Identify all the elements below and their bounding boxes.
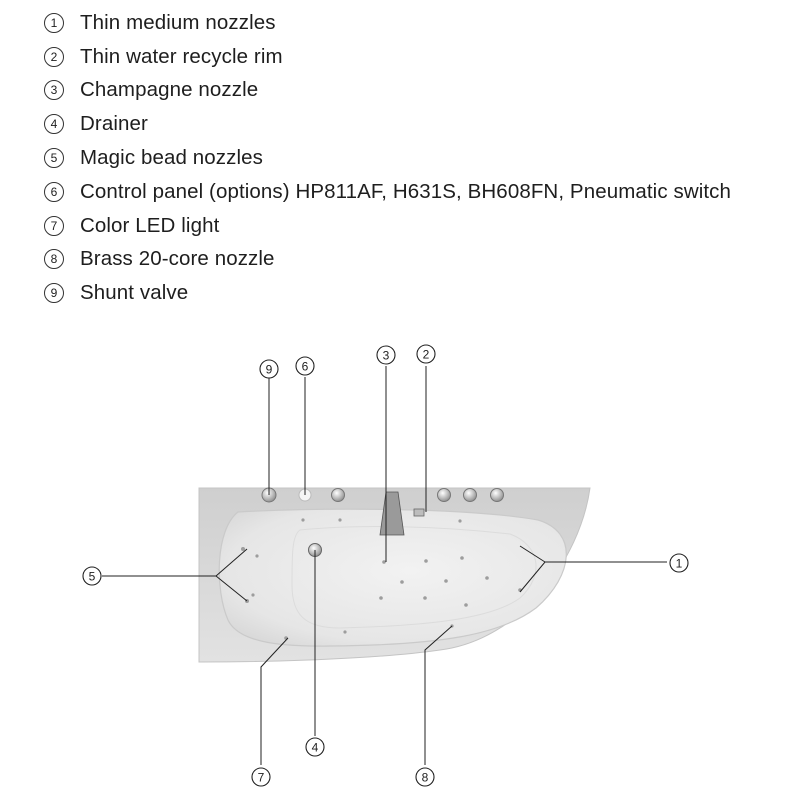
- svg-text:5: 5: [88, 569, 96, 584]
- jet-nozzle-icon: [379, 596, 383, 600]
- svg-text:7: 7: [257, 770, 265, 785]
- svg-text:6: 6: [301, 359, 309, 374]
- callout-6: [296, 357, 314, 375]
- deck-fitting-icon: [491, 489, 504, 502]
- jet-nozzle-icon: [241, 547, 245, 551]
- legend-number: 8: [44, 249, 64, 269]
- jet-nozzle-icon: [460, 556, 464, 560]
- legend-number: 5: [44, 148, 64, 168]
- callout-3: [377, 346, 395, 364]
- deck-fitting-icon: [332, 489, 345, 502]
- legend-text: Shunt valve: [80, 281, 189, 305]
- legend-number: 6: [44, 182, 64, 202]
- callout-2: [417, 345, 435, 363]
- deck-fitting-icon: [438, 489, 451, 502]
- deck-fitting-icon: [464, 489, 477, 502]
- jet-nozzle-icon: [458, 519, 461, 522]
- legend-text: Thin water recycle rim: [80, 44, 283, 68]
- jet-nozzle-icon: [485, 576, 489, 580]
- callout-4: [306, 738, 324, 756]
- legend-text: Color LED light: [80, 213, 220, 237]
- jet-nozzle-icon: [251, 593, 254, 596]
- legend-number: 4: [44, 114, 64, 134]
- callout-9: [260, 360, 278, 378]
- jet-nozzle-icon: [343, 630, 346, 633]
- svg-text:9: 9: [265, 362, 273, 377]
- svg-text:3: 3: [382, 348, 390, 363]
- legend-text: Thin medium nozzles: [80, 10, 276, 34]
- callout-7: [252, 768, 270, 786]
- svg-text:8: 8: [421, 770, 429, 785]
- legend-text: Control panel (options) HP811AF, H631S, BH608FN, Pneumatic switch: [80, 179, 732, 203]
- jet-nozzle-icon: [301, 518, 304, 521]
- legend-text: Drainer: [80, 112, 148, 136]
- rim-fitting-icon: [414, 509, 424, 516]
- jet-nozzle-icon: [423, 596, 427, 600]
- jet-nozzle-icon: [400, 580, 404, 584]
- jet-nozzle-icon: [444, 579, 448, 583]
- legend-number: 9: [44, 283, 64, 303]
- callout-5: [83, 567, 101, 585]
- legend-number: 1: [44, 13, 64, 33]
- callout-8: [416, 768, 434, 786]
- legend-number: 3: [44, 80, 64, 100]
- jet-nozzle-icon: [424, 559, 428, 563]
- legend-number: 2: [44, 47, 64, 67]
- jet-nozzle-icon: [255, 554, 258, 557]
- jet-nozzle-icon: [382, 560, 386, 564]
- jet-nozzle-icon: [338, 518, 341, 521]
- legend-number: 7: [44, 216, 64, 236]
- callout-1: [670, 554, 688, 572]
- jet-nozzle-icon: [464, 603, 468, 607]
- legend-text: Brass 20-core nozzle: [80, 247, 275, 271]
- svg-text:1: 1: [675, 556, 683, 571]
- legend-text: Champagne nozzle: [80, 78, 259, 102]
- svg-text:4: 4: [311, 740, 319, 755]
- legend-text: Magic bead nozzles: [80, 146, 263, 170]
- svg-text:2: 2: [422, 347, 430, 362]
